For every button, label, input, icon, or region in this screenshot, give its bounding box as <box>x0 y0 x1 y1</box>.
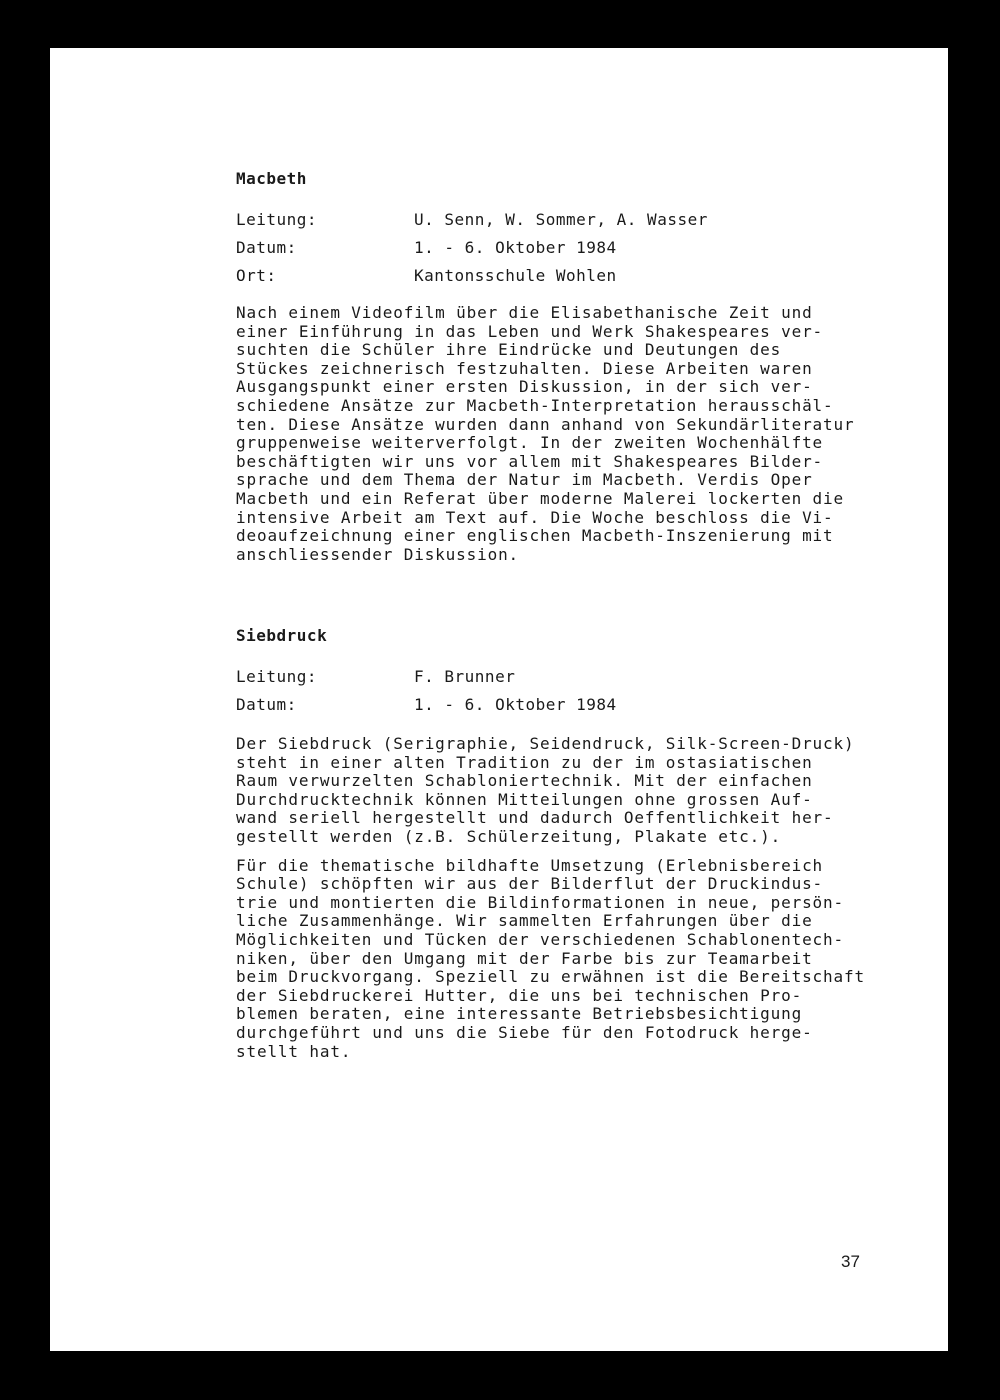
meta-row-datum <box>236 691 865 719</box>
page-number: 37 <box>841 1252 860 1271</box>
meta-label: Leitung: <box>236 667 318 686</box>
paragraph: Der Siebdruck (Serigraphie, Seidendruck, Silk-Screen-Druck) steht in einer alten Tradition zu der im ostasiatischen Raum verwurzelten Schabloniertechnik. Mit der einfachen Durchdrucktechnik können Mitteilungen ohne grossen Auf- wand seriell hergestellt und dadurch Oeffentlichkeit her- gestellt werden (z.B. Schülerzeitung, Plakate etc.). <box>236 734 855 846</box>
section-title: Macbeth <box>236 169 307 188</box>
meta-label: Datum: <box>236 238 297 257</box>
paragraph: Nach einem Videofilm über die Elisabethanische Zeit und einer Einführung in das Leben und Werk Shakespeares ver- suchten die Schüler ihre Eindrücke und Deutungen des Stückes zeichnerisch festzuhalten. Diese Arbeiten waren Ausgangspunkt einer ersten Diskussion, in der sich ver- schiedene Ansätze zur Macbeth-Interpretation herausschäl- ten. Diese Ansätze wurden dann anhand von Sekundärliteratur gruppenweise weiterverfolgt. In der zweiten Wochenhälfte beschäftigten wir uns vor allem mit Shakespeares Bilder- sprache und dem Thema der Natur im Macbeth. Verdis Oper Macbeth und ein Referat über moderne Malerei lockerten die intensive Arbeit am Text auf. Die Woche beschloss die Vi- deoaufzeichnung einer englischen Macbeth-Inszenierung mit anschliessender Diskussion. <box>236 303 855 564</box>
meta-label: Ort: <box>236 266 277 285</box>
meta-value: F. Brunner <box>414 667 516 686</box>
section-macbeth <box>236 169 855 564</box>
meta-value: Kantonsschule Wohlen <box>414 266 617 285</box>
meta-row-datum <box>236 234 855 262</box>
document-page <box>50 48 948 1351</box>
paragraph: Für die thematische bildhafte Umsetzung (Erlebnisbereich Schule) schöpften wir aus der Bilderflut der Druckindus- trie und montierten die Bildinformationen in neue, persön- liche Zusammenhänge. Wir sammelten Erfahrungen über die Möglichkeiten und Tücken der verschiedenen Schablonentech- niken, über den Umgang mit der Farbe bis zur Teamarbeit beim Druckvorgang. Speziell zu erwähnen ist die Bereitschaft der Siebdruckerei Hutter, die uns bei technischen Pro- blemen beraten, eine interessante Betriebsbesichtigung durchgeführt und uns die Siebe für den Fotodruck herge- stellt hat. <box>236 855 865 1061</box>
meta-value: 1. - 6. Oktober 1984 <box>414 695 617 714</box>
meta-row-leitung <box>236 206 855 234</box>
section-siebdruck <box>236 626 865 1061</box>
meta-value: U. Senn, W. Sommer, A. Wasser <box>414 210 708 229</box>
section-title: Siebdruck <box>236 626 328 645</box>
section-meta <box>236 663 865 719</box>
meta-label: Datum: <box>236 695 297 714</box>
meta-row-leitung <box>236 663 865 691</box>
meta-value: 1. - 6. Oktober 1984 <box>414 238 617 257</box>
section-meta <box>236 206 855 290</box>
meta-row-ort <box>236 262 855 290</box>
meta-label: Leitung: <box>236 210 318 229</box>
